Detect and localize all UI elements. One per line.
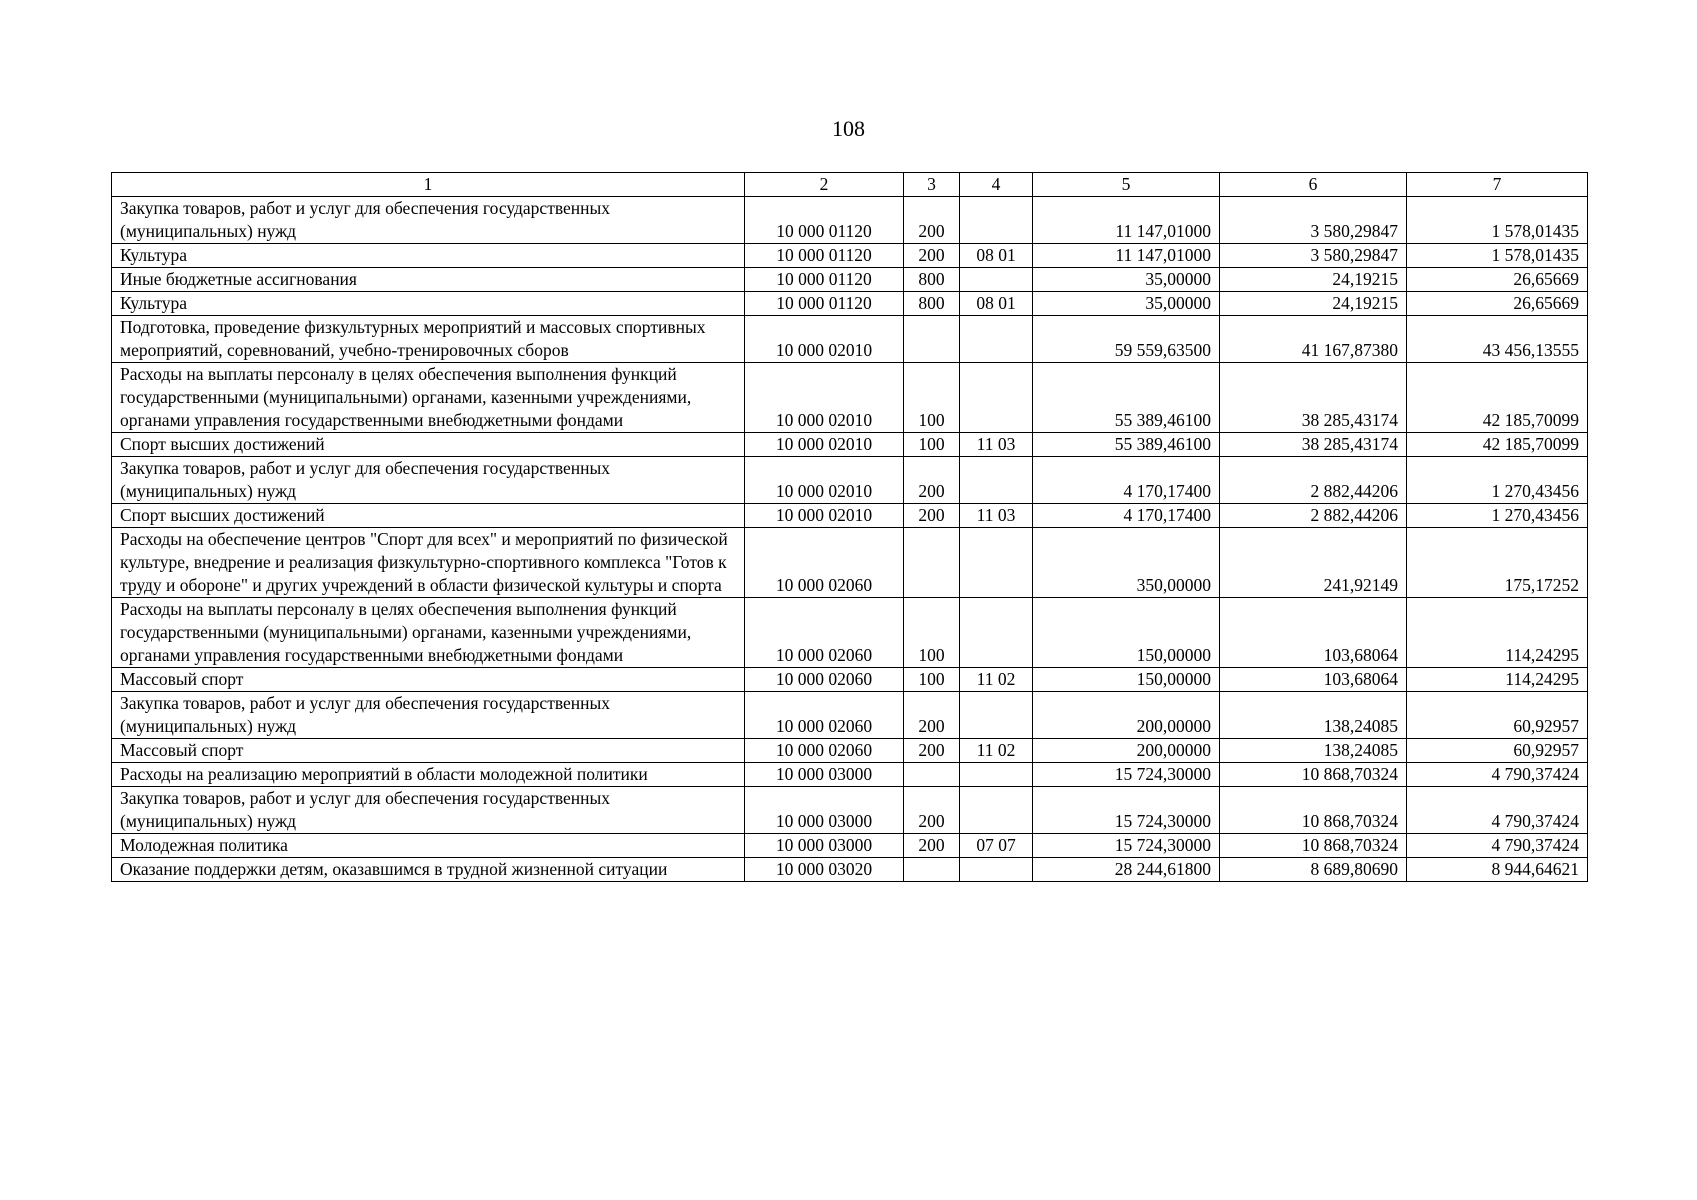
section-cell [960, 197, 1033, 244]
target-article-cell: 10 000 01120 [745, 244, 904, 268]
amount-col6-cell: 38 285,43174 [1220, 363, 1407, 433]
amount-col7-cell: 114,24295 [1407, 598, 1588, 668]
amount-col7-cell: 60,92957 [1407, 692, 1588, 739]
section-cell [960, 528, 1033, 598]
amount-col5-cell: 35,00000 [1033, 268, 1220, 292]
budget-table [111, 172, 1588, 882]
amount-col7-cell: 43 456,13555 [1407, 316, 1588, 363]
amount-col5-cell: 200,00000 [1033, 692, 1220, 739]
table-row [112, 457, 1588, 504]
amount-col7-cell: 1 270,43456 [1407, 504, 1588, 528]
target-article-cell: 10 000 01120 [745, 292, 904, 316]
section-cell: 11 02 [960, 739, 1033, 763]
section-cell [960, 598, 1033, 668]
expense-type-cell: 200 [904, 739, 960, 763]
amount-col6-cell: 24,19215 [1220, 268, 1407, 292]
expense-name-cell: Культура [112, 244, 745, 268]
amount-col6-cell: 138,24085 [1220, 692, 1407, 739]
target-article-cell: 10 000 02010 [745, 316, 904, 363]
amount-col7-cell: 42 185,70099 [1407, 433, 1588, 457]
expense-name-cell: Массовый спорт [112, 739, 745, 763]
amount-col7-cell: 60,92957 [1407, 739, 1588, 763]
expense-name-cell: Молодежная политика [112, 834, 745, 858]
expense-name-cell: Расходы на обеспечение центров "Спорт для всех" и мероприятий по физической культуре, внедрение и реализация физкультурно-спортивного комплекса "Готов к труду и обороне" и других учреждений в области физической культуры и спорта [112, 528, 745, 598]
table-row [112, 244, 1588, 268]
expense-name-cell: Массовый спорт [112, 668, 745, 692]
amount-col7-cell: 26,65669 [1407, 292, 1588, 316]
amount-col7-cell: 42 185,70099 [1407, 363, 1588, 433]
section-cell [960, 457, 1033, 504]
target-article-cell: 10 000 02060 [745, 739, 904, 763]
amount-col6-cell: 24,19215 [1220, 292, 1407, 316]
target-article-cell: 10 000 02060 [745, 692, 904, 739]
section-cell: 11 03 [960, 433, 1033, 457]
expense-type-cell [904, 763, 960, 787]
target-article-cell: 10 000 02010 [745, 433, 904, 457]
amount-col5-cell: 15 724,30000 [1033, 834, 1220, 858]
expense-type-cell: 200 [904, 244, 960, 268]
expense-name-cell: Спорт высших достижений [112, 504, 745, 528]
table-row [112, 528, 1588, 598]
table-row [112, 668, 1588, 692]
target-article-cell: 10 000 02010 [745, 457, 904, 504]
expense-type-cell: 100 [904, 433, 960, 457]
column-header: 5 [1033, 173, 1220, 197]
amount-col5-cell: 11 147,01000 [1033, 244, 1220, 268]
expense-name-cell: Закупка товаров, работ и услуг для обеспечения государственных (муниципальных) нужд [112, 457, 745, 504]
target-article-cell: 10 000 02010 [745, 504, 904, 528]
amount-col6-cell: 38 285,43174 [1220, 433, 1407, 457]
expense-name-cell: Подготовка, проведение физкультурных мероприятий и массовых спортивных мероприятий, соревнований, учебно-тренировочных сборов [112, 316, 745, 363]
expense-name-cell: Закупка товаров, работ и услуг для обеспечения государственных (муниципальных) нужд [112, 787, 745, 834]
amount-col6-cell: 103,68064 [1220, 598, 1407, 668]
amount-col5-cell: 200,00000 [1033, 739, 1220, 763]
expense-type-cell: 100 [904, 598, 960, 668]
expense-name-cell: Оказание поддержки детям, оказавшимся в трудной жизненной ситуации [112, 858, 745, 882]
amount-col5-cell: 59 559,63500 [1033, 316, 1220, 363]
table-row [112, 433, 1588, 457]
expense-name-cell: Расходы на выплаты персоналу в целях обеспечения выполнения функций государственными (муниципальными) органами, казенными учреждениями, органами управления государственными внебюджетными фондами [112, 363, 745, 433]
expense-type-cell: 100 [904, 363, 960, 433]
section-cell: 08 01 [960, 292, 1033, 316]
section-cell: 08 01 [960, 244, 1033, 268]
expense-name-cell: Спорт высших достижений [112, 433, 745, 457]
amount-col6-cell: 103,68064 [1220, 668, 1407, 692]
section-cell: 07 07 [960, 834, 1033, 858]
amount-col6-cell: 3 580,29847 [1220, 244, 1407, 268]
amount-col7-cell: 8 944,64621 [1407, 858, 1588, 882]
target-article-cell: 10 000 02060 [745, 598, 904, 668]
amount-col6-cell: 3 580,29847 [1220, 197, 1407, 244]
amount-col7-cell: 175,17252 [1407, 528, 1588, 598]
amount-col6-cell: 241,92149 [1220, 528, 1407, 598]
expense-name-cell: Иные бюджетные ассигнования [112, 268, 745, 292]
expense-type-cell: 800 [904, 268, 960, 292]
target-article-cell: 10 000 02060 [745, 668, 904, 692]
amount-col7-cell: 4 790,37424 [1407, 787, 1588, 834]
table-row [112, 316, 1588, 363]
amount-col5-cell: 55 389,46100 [1033, 433, 1220, 457]
amount-col7-cell: 4 790,37424 [1407, 834, 1588, 858]
column-header: 6 [1220, 173, 1407, 197]
expense-type-cell [904, 858, 960, 882]
expense-type-cell: 200 [904, 692, 960, 739]
table-row [112, 292, 1588, 316]
amount-col6-cell: 8 689,80690 [1220, 858, 1407, 882]
amount-col5-cell: 55 389,46100 [1033, 363, 1220, 433]
target-article-cell: 10 000 03000 [745, 763, 904, 787]
table-row [112, 197, 1588, 244]
page-number: 108 [832, 116, 865, 141]
table-row [112, 598, 1588, 668]
target-article-cell: 10 000 03000 [745, 834, 904, 858]
amount-col5-cell: 35,00000 [1033, 292, 1220, 316]
amount-col5-cell: 4 170,17400 [1033, 504, 1220, 528]
target-article-cell: 10 000 01120 [745, 197, 904, 244]
table-row [112, 363, 1588, 433]
table-row [112, 692, 1588, 739]
amount-col7-cell: 1 578,01435 [1407, 244, 1588, 268]
expense-type-cell: 200 [904, 197, 960, 244]
amount-col7-cell: 4 790,37424 [1407, 763, 1588, 787]
amount-col5-cell: 28 244,61800 [1033, 858, 1220, 882]
amount-col5-cell: 11 147,01000 [1033, 197, 1220, 244]
expense-name-cell: Культура [112, 292, 745, 316]
expense-type-cell: 200 [904, 834, 960, 858]
section-cell [960, 787, 1033, 834]
amount-col5-cell: 150,00000 [1033, 668, 1220, 692]
column-header: 4 [960, 173, 1033, 197]
section-cell [960, 363, 1033, 433]
column-header: 2 [745, 173, 904, 197]
column-header: 1 [112, 173, 745, 197]
table-row [112, 739, 1588, 763]
expense-type-cell [904, 316, 960, 363]
target-article-cell: 10 000 01120 [745, 268, 904, 292]
amount-col5-cell: 350,00000 [1033, 528, 1220, 598]
expense-name-cell: Закупка товаров, работ и услуг для обеспечения государственных (муниципальных) нужд [112, 692, 745, 739]
amount-col7-cell: 114,24295 [1407, 668, 1588, 692]
amount-col6-cell: 10 868,70324 [1220, 834, 1407, 858]
expense-type-cell [904, 528, 960, 598]
section-cell: 11 02 [960, 668, 1033, 692]
amount-col5-cell: 150,00000 [1033, 598, 1220, 668]
amount-col6-cell: 41 167,87380 [1220, 316, 1407, 363]
expense-type-cell: 200 [904, 504, 960, 528]
amount-col5-cell: 15 724,30000 [1033, 787, 1220, 834]
target-article-cell: 10 000 02010 [745, 363, 904, 433]
target-article-cell: 10 000 03000 [745, 787, 904, 834]
target-article-cell: 10 000 02060 [745, 528, 904, 598]
table-row [112, 858, 1588, 882]
expense-name-cell: Закупка товаров, работ и услуг для обеспечения государственных (муниципальных) нужд [112, 197, 745, 244]
expense-type-cell: 100 [904, 668, 960, 692]
amount-col5-cell: 15 724,30000 [1033, 763, 1220, 787]
section-cell [960, 692, 1033, 739]
section-cell [960, 858, 1033, 882]
expense-type-cell: 200 [904, 457, 960, 504]
expense-type-cell: 200 [904, 787, 960, 834]
table-row [112, 834, 1588, 858]
expense-name-cell: Расходы на реализацию мероприятий в области молодежной политики [112, 763, 745, 787]
amount-col6-cell: 10 868,70324 [1220, 787, 1407, 834]
section-cell [960, 316, 1033, 363]
table-row [112, 787, 1588, 834]
table-row [112, 504, 1588, 528]
amount-col6-cell: 2 882,44206 [1220, 457, 1407, 504]
target-article-cell: 10 000 03020 [745, 858, 904, 882]
table-body [112, 197, 1588, 882]
amount-col7-cell: 1 578,01435 [1407, 197, 1588, 244]
section-cell: 11 03 [960, 504, 1033, 528]
amount-col6-cell: 138,24085 [1220, 739, 1407, 763]
expense-type-cell: 800 [904, 292, 960, 316]
amount-col7-cell: 1 270,43456 [1407, 457, 1588, 504]
amount-col5-cell: 4 170,17400 [1033, 457, 1220, 504]
section-cell [960, 268, 1033, 292]
amount-col6-cell: 2 882,44206 [1220, 504, 1407, 528]
amount-col6-cell: 10 868,70324 [1220, 763, 1407, 787]
header-row [112, 173, 1588, 197]
column-header: 7 [1407, 173, 1588, 197]
amount-col7-cell: 26,65669 [1407, 268, 1588, 292]
expense-name-cell: Расходы на выплаты персоналу в целях обеспечения выполнения функций государственными (муниципальными) органами, казенными учреждениями, органами управления государственными внебюджетными фондами [112, 598, 745, 668]
column-header: 3 [904, 173, 960, 197]
section-cell [960, 763, 1033, 787]
table-row [112, 268, 1588, 292]
table-row [112, 763, 1588, 787]
